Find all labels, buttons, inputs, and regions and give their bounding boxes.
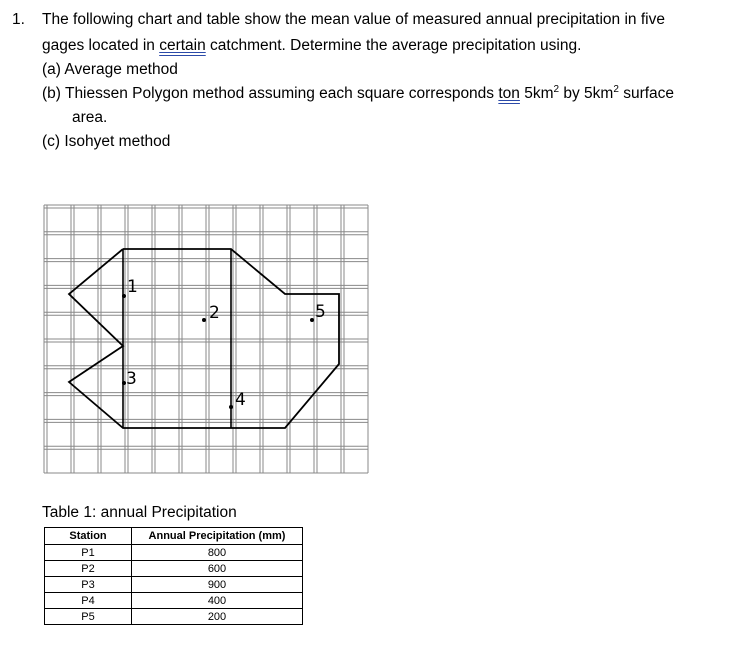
- table-header-precip: Annual Precipitation (mm): [132, 528, 303, 545]
- option-b: (b) Thiessen Polygon method assuming each square corresponds ton $5km^2$ by $5km^2$ surface: [42, 83, 675, 102]
- catchment-grid-chart: [43, 204, 371, 478]
- station-1-label: 1: [127, 277, 138, 297]
- table-caption: Table 1: annual Precipitation: [42, 504, 237, 521]
- question-number: 1.: [12, 11, 25, 28]
- table-row: P3 900: [45, 577, 303, 593]
- table-row: P2 600: [45, 561, 303, 577]
- table-row: P4 400: [45, 593, 303, 609]
- station-4-label: 4: [235, 390, 246, 410]
- station-2-label: 2: [209, 303, 220, 323]
- question-line-2: gages located in certain catchment. Determine the average precipitation using.: [42, 37, 582, 54]
- station-4-marker: [229, 405, 233, 409]
- option-b-continued: area.: [72, 109, 108, 126]
- station-3-label: 3: [126, 369, 137, 389]
- table-row: P5 200: [45, 609, 303, 625]
- precipitation-table: [44, 527, 303, 625]
- table-header-station: Station: [45, 528, 132, 545]
- option-c: (c) Isohyet method: [42, 133, 171, 150]
- station-5-marker: [310, 318, 314, 322]
- station-1-marker: [122, 294, 126, 298]
- grid-lines: [44, 205, 368, 473]
- question-line-1: The following chart and table show the mean value of measured annual precipitation in five: [42, 11, 665, 28]
- table-row: P1 800: [45, 545, 303, 561]
- station-2-marker: [202, 318, 206, 322]
- option-a: (a) Average method: [42, 61, 178, 78]
- station-5-label: 5: [315, 302, 326, 322]
